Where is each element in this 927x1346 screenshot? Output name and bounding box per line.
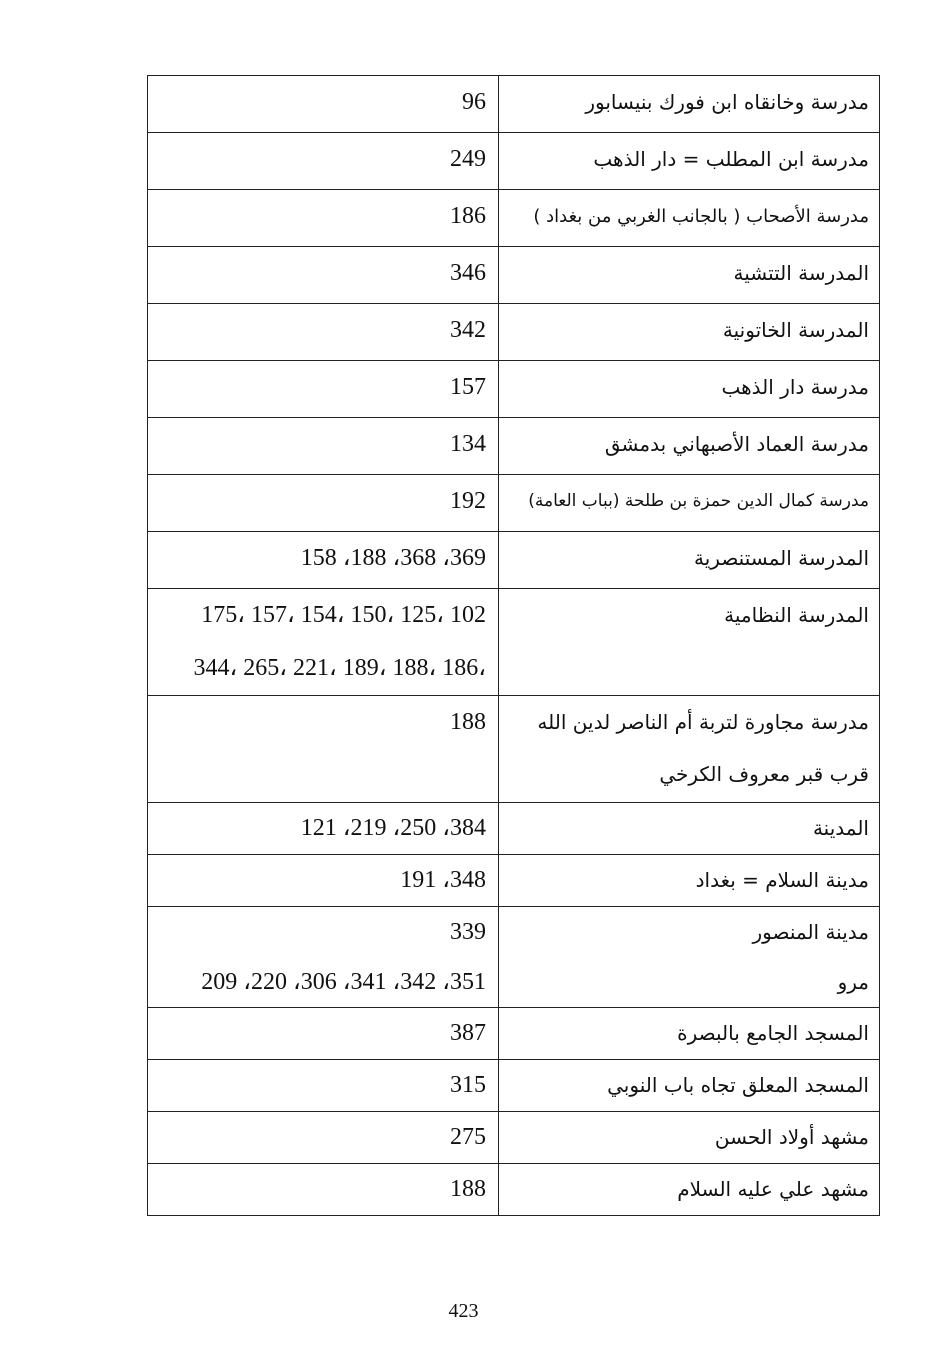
- table-row: [148, 361, 880, 418]
- table-row: [148, 589, 880, 696]
- place-name: [499, 907, 880, 1008]
- place-name: المسجد المعلق تجاه باب النوبي: [499, 1060, 880, 1112]
- place-name: المدرسة الخاتونية: [499, 304, 880, 361]
- place-name: مدرسة العماد الأصبهاني بدمشق: [499, 418, 880, 475]
- place-name: المدرسة المستنصرية: [499, 532, 880, 589]
- place-name: المدينة: [499, 803, 880, 855]
- page-refs: 134: [148, 418, 499, 475]
- place-name: مدينة السلام = بغداد: [499, 855, 880, 907]
- table-row: [148, 418, 880, 475]
- place-name: مدرسة الأصحاب ( بالجانب الغربي من بغداد ): [499, 190, 880, 247]
- place-name-line: مرو: [837, 970, 869, 994]
- table-row: [148, 803, 880, 855]
- place-name: مدرسة دار الذهب: [499, 361, 880, 418]
- page-refs: 157: [148, 361, 499, 418]
- place-name: المدرسة التتشية: [499, 247, 880, 304]
- table-row: [148, 696, 880, 803]
- page-refs: 342: [148, 304, 499, 361]
- page-refs: 158 ،188 ،368 ،369: [148, 532, 499, 589]
- table-row: [148, 247, 880, 304]
- page-refs-line: 339: [450, 919, 486, 945]
- place-name: مدرسة ابن المطلب = دار الذهب: [499, 133, 880, 190]
- table-row: [148, 304, 880, 361]
- place-name-line: مدينة المنصور: [752, 920, 869, 944]
- page-refs: 315: [148, 1060, 499, 1112]
- table-row: [148, 475, 880, 532]
- page-refs: 275: [148, 1112, 499, 1164]
- table-row: [148, 1112, 880, 1164]
- table-row: [148, 1164, 880, 1216]
- page-refs: 188: [148, 696, 499, 803]
- page-refs: 102 ،125 ،150 ،154 ،157 ،175 ،186 ،188 ،189 ،221 ،265 ،344: [148, 589, 499, 696]
- page-refs: 191 ،348: [148, 855, 499, 907]
- table-row: [148, 855, 880, 907]
- page-number: 423: [448, 1300, 479, 1322]
- page-refs: 96: [148, 76, 499, 133]
- page-refs: 188: [148, 1164, 499, 1216]
- table-row: [148, 76, 880, 133]
- table-row: [148, 1008, 880, 1060]
- table-row: [148, 907, 880, 1008]
- table-row: [148, 133, 880, 190]
- page-refs: 249: [148, 133, 499, 190]
- place-name: مشهد علي عليه السلام: [499, 1164, 880, 1216]
- page-refs: [148, 907, 499, 1008]
- page-refs: 186: [148, 190, 499, 247]
- table-row: [148, 190, 880, 247]
- page-refs: 192: [148, 475, 499, 532]
- place-name: مدرسة كمال الدين حمزة بن طلحة (بباب العامة): [499, 475, 880, 532]
- table-row: [148, 1060, 880, 1112]
- page-refs: 387: [148, 1008, 499, 1060]
- index-table: [147, 75, 880, 1216]
- page-refs: 121 ،219 ،250 ،384: [148, 803, 499, 855]
- place-name: مدرسة وخانقاه ابن فورك بنيسابور: [499, 76, 880, 133]
- page-refs: 346: [148, 247, 499, 304]
- page-refs-line: 209 ،220 ،306 ،341 ،342 ،351: [201, 969, 486, 995]
- table-row: [148, 532, 880, 589]
- place-name: مدرسة مجاورة لتربة أم الناصر لدين الله قرب قبر معروف الكرخي: [499, 696, 880, 803]
- place-name: مشهد أولاد الحسن: [499, 1112, 880, 1164]
- place-name: المسجد الجامع بالبصرة: [499, 1008, 880, 1060]
- place-name: المدرسة النظامية: [499, 589, 880, 696]
